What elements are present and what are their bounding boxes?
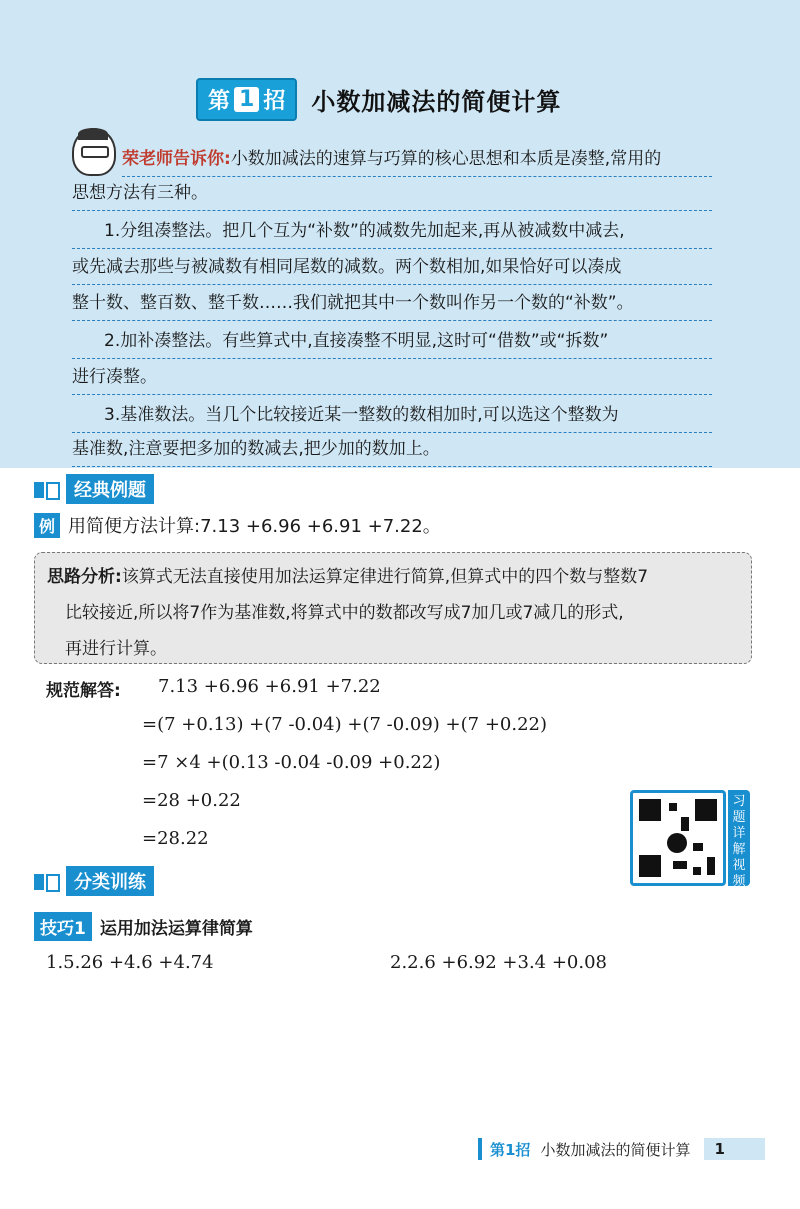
page-footer xyxy=(478,1138,765,1160)
solution-step-2: =7 ×4 +(0.13 -0.04 -0.09 +0.22) xyxy=(142,752,441,773)
book-icon xyxy=(34,872,60,890)
teacher-line-1 xyxy=(122,142,712,177)
badge-number: 1 xyxy=(234,87,259,112)
method-2-line-2: 进行凑整。 xyxy=(72,360,712,395)
section-classic-examples xyxy=(34,474,154,504)
method-1-line-3: 整十数、整百数、整千数……我们就把其中一个数叫作另一个数的“补数”。 xyxy=(72,286,712,321)
question-1: 1.5.26 +4.6 +4.74 xyxy=(46,952,214,973)
qr-side-label: 习题详解视频 xyxy=(728,790,750,886)
chapter-title-text: 小数加减法的简便计算 xyxy=(311,88,562,116)
section-title: 分类训练 xyxy=(66,866,154,896)
chapter-title xyxy=(196,78,561,121)
analysis-line-2: 比较接近,所以将7作为基准数,将算式中的数都改写成7加几或7减几的形式, xyxy=(65,603,624,623)
qr-code-icon[interactable] xyxy=(630,790,726,886)
analysis-box xyxy=(34,552,752,664)
analysis-line-3: 再进行计算。 xyxy=(65,639,167,659)
solution-step-3: =28 +0.22 xyxy=(142,790,241,811)
skill-row xyxy=(34,912,253,941)
page-number: 1 xyxy=(704,1138,764,1160)
footer-bar xyxy=(478,1138,482,1160)
analysis-label: 思路分析: xyxy=(47,567,122,587)
skill-tag: 技巧1 xyxy=(34,912,92,941)
solution-step-0: 7.13 +6.96 +6.91 +7.22 xyxy=(158,676,381,697)
example-row xyxy=(34,512,441,538)
section-title: 经典例题 xyxy=(66,474,154,504)
footer-title: 小数加减法的简便计算 xyxy=(540,1140,691,1159)
section-practice xyxy=(34,866,154,896)
footer-chapter: 第1招 xyxy=(490,1140,531,1159)
solution-step-4: =28.22 xyxy=(142,828,209,849)
method-3-line-2: 基准数,注意要把多加的数减去,把少加的数加上。 xyxy=(72,432,712,467)
solution-step-1: =(7 +0.13) +(7 -0.04) +(7 -0.09) +(7 +0.22) xyxy=(142,714,548,735)
chapter-badge xyxy=(196,78,297,121)
teacher-label: 荣老师告诉你: xyxy=(122,149,231,169)
method-1-line-2: 或先减去那些与被减数有相同尾数的减数。两个数相加,如果恰好可以凑成 xyxy=(72,250,712,285)
teacher-line-2: 思想方法有三种。 xyxy=(72,176,712,211)
badge-prefix: 第 xyxy=(208,89,231,114)
analysis-text-1: 该算式无法直接使用加法运算定律进行简算,但算式中的四个数与整数7 xyxy=(121,567,649,587)
question-2: 2.2.6 +6.92 +3.4 +0.08 xyxy=(390,952,607,973)
method-1-line-1: 1.分组凑整法。把几个互为“补数”的减数先加起来,再从被减数中减去, xyxy=(72,214,712,249)
teacher-text: 小数加减法的速算与巧算的核心思想和本质是凑整,常用的 xyxy=(230,149,662,169)
solution-label: 规范解答: xyxy=(46,681,121,701)
analysis-line-1 xyxy=(47,559,739,595)
teacher-avatar-icon xyxy=(72,128,116,176)
method-3-line-1: 3.基准数法。当几个比较接近某一整数的数相加时,可以选这个整数为 xyxy=(72,398,712,433)
method-2-line-1: 2.加补凑整法。有些算式中,直接凑整不明显,这时可“借数”或“拆数” xyxy=(72,324,712,359)
example-text: 用简便方法计算:7.13 +6.96 +6.91 +7.22。 xyxy=(68,516,441,537)
book-icon xyxy=(34,480,60,498)
example-tag: 例 xyxy=(34,513,60,538)
teacher-row xyxy=(72,128,124,176)
badge-suffix: 招 xyxy=(263,89,286,114)
skill-text: 运用加法运算律简算 xyxy=(99,919,253,939)
